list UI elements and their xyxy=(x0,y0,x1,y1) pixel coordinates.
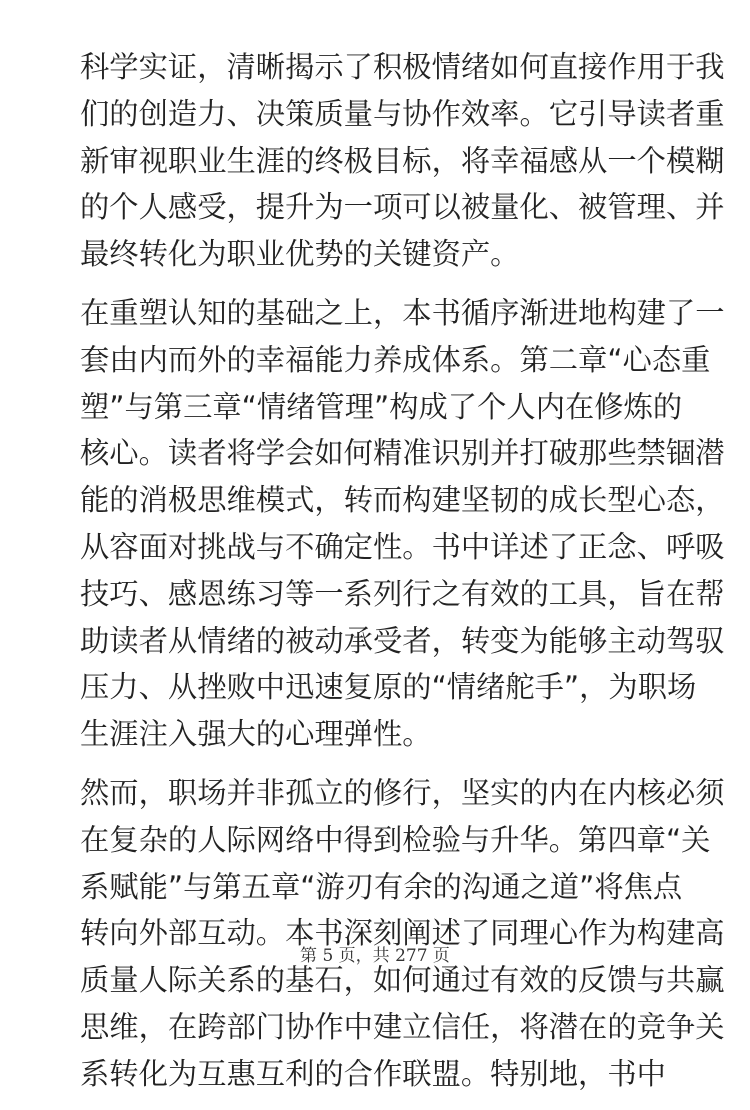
text-line: 助读者从情绪的被动承受者，转变为能够主动驾驭 xyxy=(80,623,725,658)
text-line: 科学实证，清晰揭示了积极情绪如何直接作用于我 xyxy=(80,50,725,84)
text-line: 在重塑认知的基础之上，本书循序渐进地构建了一 xyxy=(80,295,725,330)
paragraph-3 xyxy=(80,770,725,1098)
text-line: 能的消极思维模式，转而构建坚韧的成长型心态， xyxy=(80,483,725,518)
text-line: 从容面对挑战与不确定性。书中详述了正念、呼吸 xyxy=(80,529,725,564)
text-line: 技巧、感恩练习等一系列行之有效的工具，旨在帮 xyxy=(80,576,725,611)
text-line: 思维，在跨部门协作中建立信任，将潜在的竞争关 xyxy=(80,1009,725,1044)
page-number-footer: 第 5 页，共 277 页 xyxy=(300,946,450,966)
paragraph-1 xyxy=(80,44,725,278)
text-line: 核心。读者将学会如何精准识别并打破那些禁锢潜 xyxy=(80,436,725,471)
text-line: 压力、从挫败中迅速复原的“情绪舵手”，为职场 xyxy=(80,670,697,705)
text-line: 然而，职场并非孤立的修行，坚实的内在内核必须 xyxy=(80,775,725,810)
text-line: 最终转化为职业优势的关键资产。 xyxy=(80,237,520,272)
text-line: 套由内而外的幸福能力养成体系。第二章“心态重 xyxy=(80,342,711,377)
text-line: 质量人际关系的基石，如何通过有效的反馈与共赢 xyxy=(80,963,725,998)
text-line: 生涯注入强大的心理弹性。 xyxy=(80,717,432,752)
paragraph-2 xyxy=(80,290,725,758)
text-line: 们的创造力、决策质量与协作效率。它引导读者重 xyxy=(80,96,725,131)
text-line: 塑”与第三章“情绪管理”构成了个人内在修炼的 xyxy=(80,389,683,424)
text-line: 转向外部互动。本书深刻阐述了同理心作为构建高 xyxy=(80,916,725,951)
text-line: 的个人感受，提升为一项可以被量化、被管理、并 xyxy=(80,190,725,225)
text-line: 新审视职业生涯的终极目标，将幸福感从一个模糊 xyxy=(80,143,725,178)
text-line: 系转化为互惠互利的合作联盟。特别地，书中 xyxy=(80,1056,666,1091)
text-line: 系赋能”与第五章“游刃有余的沟通之道”将焦点 xyxy=(80,869,683,904)
text-line: 在复杂的人际网络中得到检验与升华。第四章“关 xyxy=(80,822,711,857)
